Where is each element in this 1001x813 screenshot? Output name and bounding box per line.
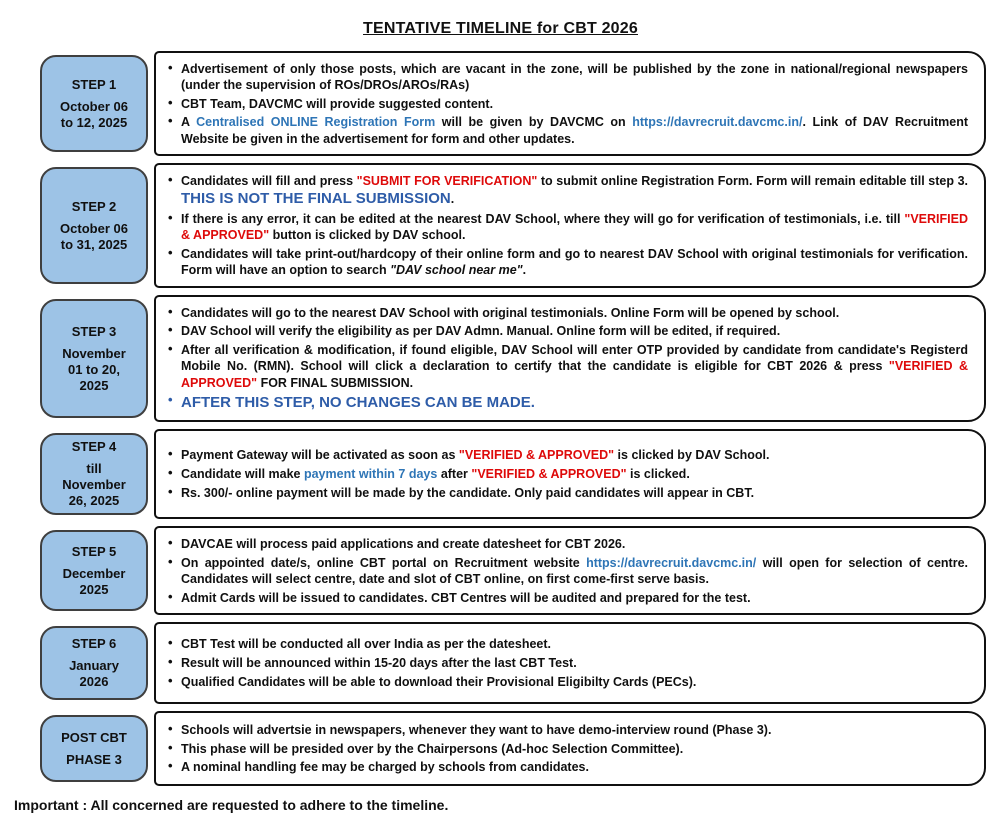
step-details — [154, 526, 986, 615]
text-segment: Centralised ONLINE Registration Form — [196, 115, 436, 130]
text-segment: A nominal handling fee may be charged by schools from candidates. — [181, 760, 589, 775]
bullet-item — [166, 96, 968, 112]
bullet-item — [166, 323, 968, 339]
step-dates: October 06 to 12, 2025 — [60, 98, 128, 130]
text-segment: . — [450, 192, 455, 206]
text-segment: This phase will be presided over by the Chairpersons (Ad-hoc Selection Committee). — [181, 741, 684, 756]
step-label: STEP 1 — [71, 76, 117, 92]
text-segment: "DAV school near me" — [390, 263, 523, 278]
bullet-item — [166, 674, 968, 690]
text-segment: "VERIFIED & APPROVED" — [471, 467, 627, 482]
text-segment: "VERIFIED & APPROVED" — [181, 359, 968, 390]
text-segment: . Link of DAV Recruitment Website be given in the advertisement for form and other updates. — [181, 115, 968, 146]
step-box — [40, 299, 148, 418]
step-dates: January 2026 — [69, 658, 119, 690]
text-segment: After all verification & modification, if found eligible, DAV School will enter OTP provided by candidate from candidate's Registerd Mobile No. (RMN). School will click a declaration to certify that the candidate is eligible for CBT 2026 & press — [181, 343, 968, 374]
text-segment: DAVCAE will process paid applications and create datesheet for CBT 2026. — [181, 536, 626, 551]
step-label: STEP 5 — [71, 543, 117, 559]
bullet-item — [166, 536, 968, 552]
step-details — [154, 51, 986, 156]
step-box — [40, 626, 148, 700]
bullet-item — [166, 173, 968, 209]
step-box — [40, 530, 148, 611]
text-segment: THIS IS NOT THE FINAL SUBMISSION — [181, 190, 451, 207]
bullet-list — [166, 302, 968, 415]
bullet-item — [166, 655, 968, 671]
step-details — [154, 163, 986, 288]
step-dates: PHASE 3 — [66, 751, 122, 767]
bullet-item — [166, 466, 968, 482]
text-segment: after — [437, 467, 472, 482]
bullet-list — [166, 170, 968, 281]
text-segment: Rs. 300/- online payment will be made by the candidate. Only paid candidates will appear in CBT. — [181, 485, 755, 500]
text-segment: DAV School will verify the eligibility as per DAV Admn. Manual. Online form will be edited, if required. — [181, 324, 781, 339]
step-box — [40, 55, 148, 152]
text-segment: Candidates will go to the nearest DAV School with original testimonials. Online Form will be opened by school. — [181, 305, 840, 320]
text-segment: Candidate will make — [181, 467, 304, 482]
timeline-row — [40, 622, 986, 704]
text-segment: "VERIFIED & APPROVED" — [458, 448, 615, 463]
page-title: TENTATIVE TIMELINE for CBT 2026 — [363, 20, 638, 37]
timeline-row — [40, 51, 986, 156]
text-segment: If there is any error, it can be edited at the nearest DAV School, where they will go for verification of testimonials, i.e. till — [181, 212, 905, 226]
step-details — [154, 295, 986, 422]
step-dates: October 06 to 31, 2025 — [60, 220, 128, 252]
bullet-item — [166, 305, 968, 321]
step-box — [40, 433, 148, 515]
text-segment: Result will be announced within 15-20 days after the last CBT Test. — [181, 656, 577, 671]
bullet-list — [166, 719, 968, 778]
text-segment: . — [522, 263, 527, 278]
bullet-item — [166, 555, 968, 588]
text-segment: On appointed date/s, online CBT portal on Recruitment website — [181, 555, 587, 570]
text-segment: "SUBMIT FOR VERIFICATION" — [356, 173, 538, 188]
step-details — [154, 711, 986, 786]
bullet-item — [166, 61, 968, 94]
text-segment: Candidates will fill and press — [181, 173, 357, 188]
step-details — [154, 429, 986, 519]
text-segment: Candidates will take print-out/hardcopy of their online form and go to nearest DAV School with original testimonials for verification. Form will have an option to search — [181, 247, 968, 278]
text-segment: to submit online Registration Form. Form will remain editable till step 3. — [537, 173, 969, 188]
bullet-item — [166, 342, 968, 391]
timeline — [40, 51, 986, 786]
bullet-item — [166, 211, 968, 244]
text-segment: "VERIFIED & APPROVED" — [181, 212, 968, 243]
text-segment: A — [181, 115, 197, 130]
bullet-list — [166, 533, 968, 608]
bullet-item — [166, 246, 968, 279]
bullet-item — [166, 590, 968, 606]
text-segment: CBT Test will be conducted all over India as per the datesheet. — [181, 637, 551, 652]
bullet-list — [166, 445, 968, 504]
step-label: STEP 6 — [71, 636, 117, 652]
step-dates: November 01 to 20, 2025 — [62, 345, 126, 393]
text-segment: FOR FINAL SUBMISSION. — [257, 375, 414, 390]
text-segment: Admit Cards will be issued to candidates. CBT Centres will be audited and prepared for the test. — [181, 590, 751, 605]
step-label: STEP 3 — [71, 323, 117, 339]
bullet-item — [166, 114, 968, 147]
step-label: STEP 4 — [71, 439, 117, 455]
text-segment: Advertisement of only those posts, which are vacant in the zone, will be published by the zone in national/regional newspapers (under the supervision of ROs/DROs/AROs/RAs) — [181, 61, 968, 92]
bullet-item — [166, 759, 968, 775]
bullet-item — [166, 636, 968, 652]
step-details — [154, 622, 986, 704]
step-label: POST CBT — [61, 729, 127, 745]
text-segment: Qualified Candidates will be able to download their Provisional Eligibilty Cards (PECs). — [181, 674, 697, 689]
text-segment: button is clicked by DAV school. — [269, 228, 466, 243]
timeline-page — [0, 20, 1001, 813]
text-segment: will be given by DAVCMC on — [435, 115, 633, 130]
timeline-row — [40, 163, 986, 288]
text-segment: Schools will advertsie in newspapers, whenever they want to have demo-interview round (Phase 3). — [181, 722, 772, 737]
davrecruit-link[interactable]: https://davrecruit.davcmc.in/ — [632, 115, 803, 130]
bullet-item — [166, 447, 968, 463]
text-segment: AFTER THIS STEP, NO CHANGES CAN BE MADE. — [181, 394, 535, 412]
text-segment: CBT Team, DAVCMC will provide suggested content. — [181, 96, 494, 111]
step-box — [40, 715, 148, 782]
text-segment: Payment Gateway will be activated as soon as — [181, 448, 459, 463]
bullet-item — [166, 722, 968, 738]
step-label: STEP 2 — [71, 198, 117, 214]
step-box — [40, 167, 148, 284]
text-segment: is clicked. — [626, 467, 690, 482]
text-segment: payment within 7 days — [303, 467, 438, 482]
bullet-list — [166, 58, 968, 149]
bullet-item — [166, 485, 968, 501]
bullet-item — [166, 741, 968, 757]
text-segment: is clicked by DAV School. — [614, 448, 770, 463]
timeline-row — [40, 295, 986, 422]
text-segment: will open for selection of centre. Candidates will select centre, date and slot of CBT online, on first come-first serve basis. — [181, 555, 968, 586]
bullet-item — [166, 393, 968, 413]
footer-note: Important : All concerned are requested to adhere to the timeline. — [14, 797, 449, 813]
timeline-row — [40, 526, 986, 615]
timeline-row — [40, 711, 986, 786]
step-dates: till November 26, 2025 — [62, 461, 126, 509]
bullet-list — [166, 634, 968, 693]
timeline-row — [40, 429, 986, 519]
davrecruit-link[interactable]: https://davrecruit.davcmc.in/ — [586, 555, 757, 570]
step-dates: December 2025 — [62, 565, 126, 597]
